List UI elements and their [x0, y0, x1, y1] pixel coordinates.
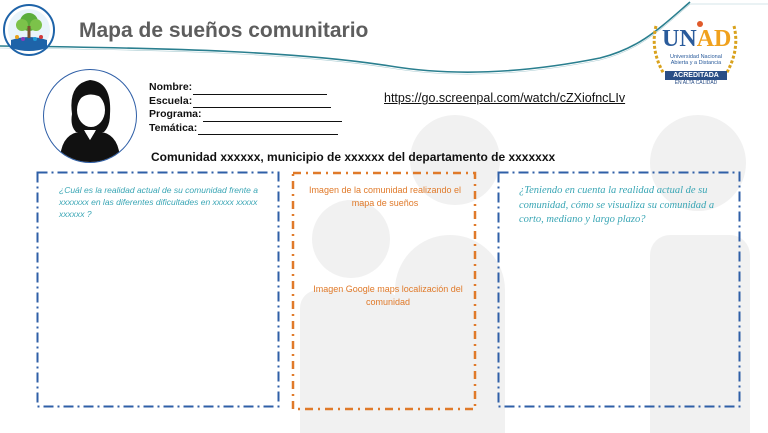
student-info-form [149, 81, 342, 135]
woman-avatar-icon [44, 70, 136, 162]
field-blank[interactable] [193, 84, 327, 95]
field-blank[interactable] [203, 111, 342, 122]
field-label: Temática: [149, 121, 198, 134]
google-maps-placeholder: Imagen Google maps localización del comunidad [313, 284, 463, 307]
current-reality-question: ¿Cuál es la realidad actual de su comunidad frente a xxxxxxx en las diferentes dificultades en xxxxx xxxxx xxxxxx ? [59, 185, 258, 219]
unad-logo-subtitle: Universidad Nacional Abierta y a Distancia [670, 54, 722, 66]
field-label: Programa: [149, 108, 202, 120]
community-tree-logo-icon [3, 4, 55, 56]
field-programa [149, 108, 342, 122]
unad-accreditation-badge: ACREDITADA [665, 71, 727, 80]
field-blank[interactable] [198, 124, 338, 135]
unad-logo-letters: UNAD [662, 26, 732, 52]
screenpal-video-link[interactable]: https://go.screenpal.com/watch/cZXiofncLIv [384, 91, 626, 105]
community-line: Comunidad xxxxxx, municipio de xxxxxx del departamento de xxxxxxx [151, 150, 556, 164]
community-image-placeholder: Imagen de la comunidad realizando el mapa de sueños [308, 185, 462, 208]
field-escuela [149, 95, 342, 109]
unad-accreditation-sub: EN ALTA CALIDAD [674, 80, 718, 86]
future-vision-question: ¿Teniendo en cuenta la realidad actual de su comunidad, cómo se visualiza su comunidad a corto, mediano y largo plazo? [519, 185, 715, 225]
field-blank[interactable] [193, 97, 331, 108]
avatar [43, 69, 137, 163]
field-label: Nombre: [149, 81, 193, 93]
field-tematica [149, 122, 342, 136]
page-title: Mapa de sueños comunitario [79, 19, 369, 42]
field-nombre [149, 81, 342, 95]
field-label: Escuela: [149, 94, 193, 107]
